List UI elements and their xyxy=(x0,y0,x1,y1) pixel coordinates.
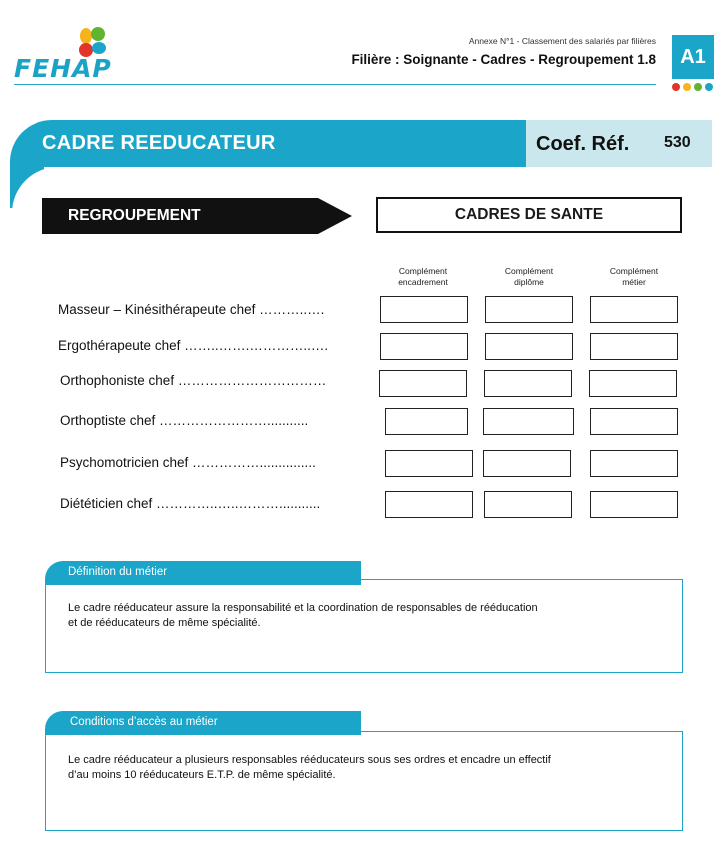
cell-masseur-encadrement[interactable] xyxy=(380,296,468,323)
dot-red xyxy=(672,83,680,91)
regroupement-label: REGROUPEMENT xyxy=(68,207,201,224)
badge-a1: A1 xyxy=(672,35,714,79)
row-label-dieteticien: Diététicien chef …………..…..………........... xyxy=(60,496,321,511)
row-label-orthophoniste: Orthophoniste chef …………………………… xyxy=(60,373,327,388)
header-divider xyxy=(14,84,656,85)
row-label-psychomotricien: Psychomotricien chef ……………............... xyxy=(60,455,316,470)
cell-orthoptiste-diplome[interactable] xyxy=(483,408,574,435)
filiere-title: Filière : Soignante - Cadres - Regroupement 1.8 xyxy=(351,52,656,67)
row-label-orthoptiste: Orthoptiste chef ……………………........... xyxy=(60,413,309,428)
coef-label: Coef. Réf. xyxy=(536,133,630,155)
row-label-ergotherapeute: Ergothérapeute chef ……..…….…………..…. xyxy=(58,338,329,353)
logo-text: FEHAP xyxy=(14,54,112,83)
conditions-text xyxy=(68,753,551,782)
regroupement-arrow xyxy=(318,198,352,234)
cell-orthophoniste-diplome[interactable] xyxy=(484,370,572,397)
cell-ergotherapeute-metier[interactable] xyxy=(590,333,678,360)
column-header-diplome xyxy=(486,266,572,287)
row-label-masseur: Masseur – Kinésithérapeute chef ………..…. xyxy=(58,302,325,317)
cell-orthophoniste-encadrement[interactable] xyxy=(379,370,467,397)
annex-text: Annexe N°1 - Classement des salariés par filières xyxy=(468,36,656,46)
cell-psychomotricien-metier[interactable] xyxy=(590,450,678,477)
dot-yellow xyxy=(683,83,691,91)
definition-line: Le cadre rééducateur assure la responsabilité et la coordination de responsables de rééducation xyxy=(68,602,538,614)
column-header-line: Complément xyxy=(504,266,554,276)
job-title: CADRE REEDUCATEUR xyxy=(42,132,276,154)
dot-green xyxy=(694,83,702,91)
column-header-line: métier xyxy=(622,276,646,287)
cell-dieteticien-metier[interactable] xyxy=(590,491,678,518)
cell-orthoptiste-encadrement[interactable] xyxy=(385,408,468,435)
definition-line: et de rééducateurs de même spécialité. xyxy=(68,616,261,629)
definition-title: Définition du métier xyxy=(68,566,168,578)
definition-text xyxy=(68,601,538,630)
cell-ergotherapeute-diplome[interactable] xyxy=(485,333,573,360)
cell-orthoptiste-metier[interactable] xyxy=(590,408,678,435)
coef-value: 530 xyxy=(664,134,691,151)
column-header-line: Complément xyxy=(609,266,659,276)
conditions-line: Le cadre rééducateur a plusieurs responsables rééducateurs sous ses ordres et encadre un effectif xyxy=(68,754,551,766)
cell-masseur-metier[interactable] xyxy=(590,296,678,323)
cell-dieteticien-diplome[interactable] xyxy=(484,491,572,518)
cell-masseur-diplome[interactable] xyxy=(485,296,573,323)
column-header-line: diplôme xyxy=(514,276,544,287)
column-header-encadrement xyxy=(380,266,466,287)
cell-ergotherapeute-encadrement[interactable] xyxy=(380,333,468,360)
conditions-line: d’au moins 10 rééducateurs E.T.P. de même spécialité. xyxy=(68,768,336,781)
regroupement-value: CADRES DE SANTE xyxy=(376,197,682,233)
conditions-title: Conditions d’accès au métier xyxy=(70,716,218,728)
cell-psychomotricien-encadrement[interactable] xyxy=(385,450,473,477)
dot-blue xyxy=(705,83,713,91)
cell-orthophoniste-metier[interactable] xyxy=(589,370,677,397)
column-header-metier xyxy=(591,266,677,287)
cell-psychomotricien-diplome[interactable] xyxy=(483,450,571,477)
cell-dieteticien-encadrement[interactable] xyxy=(385,491,473,518)
column-header-line: Complément xyxy=(398,266,448,276)
column-header-line: encadrement xyxy=(398,276,448,287)
